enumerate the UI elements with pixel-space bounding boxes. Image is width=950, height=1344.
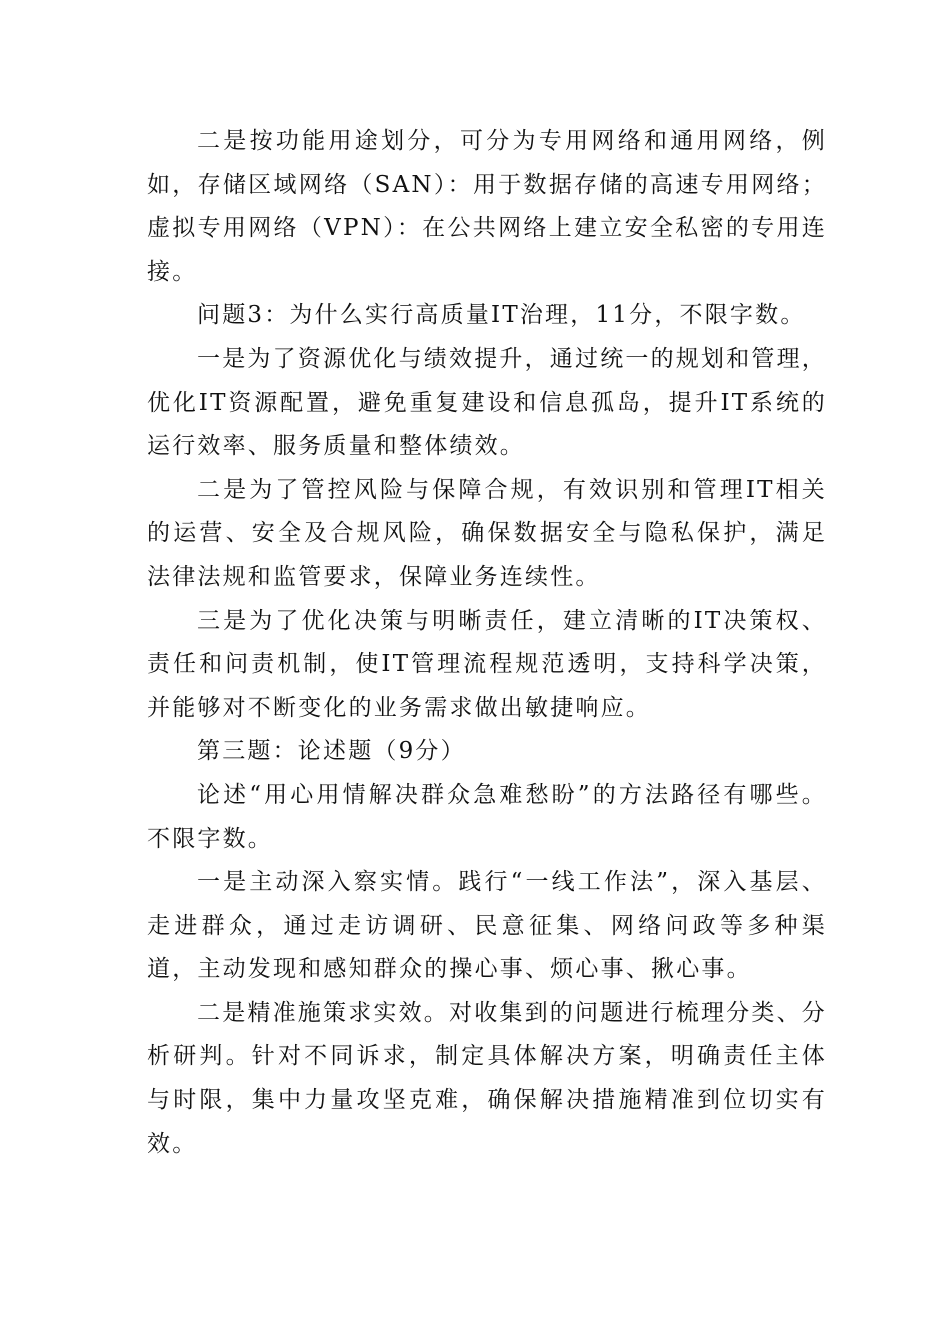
essay-question-prompt: 论述“用心用情解决群众急难愁盼”的方法路径有哪些。不限字数。 — [147, 781, 827, 852]
paragraph-network-classification: 二是按功能用途划分，可分为专用网络和通用网络，例如，存储区域网络（SAN）：用于数据存储的高速专用网络；虚拟专用网络（VPN）：在公共网络上建立安全私密的专用连接。 — [147, 128, 827, 285]
paragraph-decision-responsibility: 三是为了优化决策与明晰责任，建立清晰的IT决策权、责任和问责机制，使IT管理流程规范透明，支持科学决策，并能够对不断变化的业务需求做出敏捷响应。 — [147, 607, 827, 721]
paragraph-risk-compliance: 二是为了管控风险与保障合规，有效识别和管理IT相关的运营、安全及合规风险，确保数据安全与隐私保护，满足法律法规和监管要求，保障业务连续性。 — [147, 476, 827, 590]
question-3-heading: 问题3：为什么实行高质量IT治理，11分，不限字数。 — [197, 302, 806, 329]
section-3-heading: 第三题：论述题（9分） — [197, 738, 466, 765]
paragraph-resource-optimization: 一是为了资源优化与绩效提升，通过统一的规划和管理，优化IT资源配置，避免重复建设和信息孤岛，提升IT系统的运行效率、服务质量和整体绩效。 — [147, 345, 827, 460]
document-body — [147, 120, 827, 1166]
paragraph-field-investigation: 一是主动深入察实情。践行“一线工作法”，深入基层、走进群众，通过走访调研、民意征集、网络问政等多种渠道，主动发现和感知群众的操心事、烦心事、揪心事。 — [147, 869, 827, 983]
paragraph-precise-policy: 二是精准施策求实效。对收集到的问题进行梳理分类、分析研判。针对不同诉求，制定具体解决方案，明确责任主体与时限，集中力量攻坚克难，确保解决措施精准到位切实有效。 — [147, 999, 827, 1157]
